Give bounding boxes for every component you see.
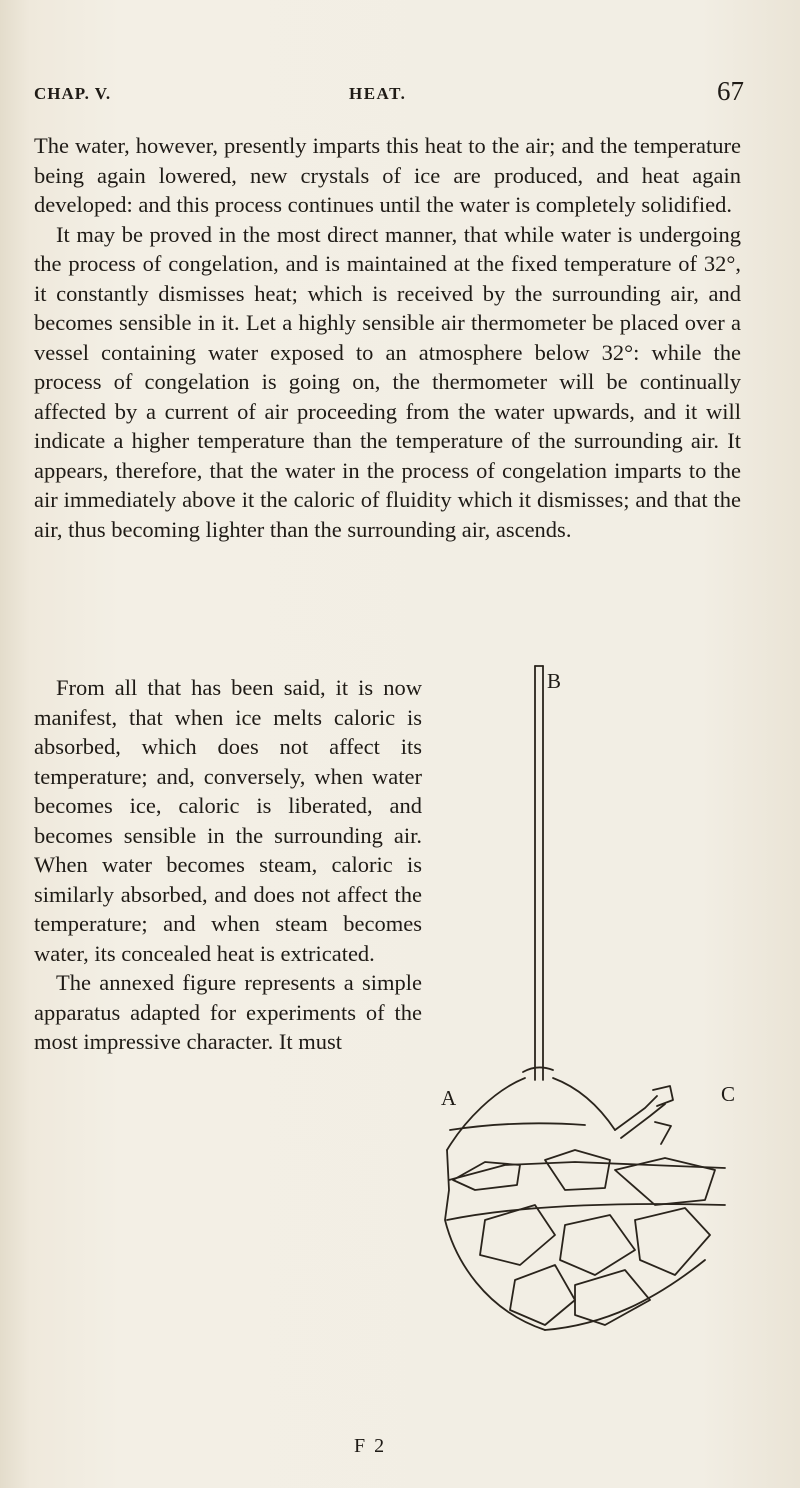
paragraph: The water, however, presently imparts this heat to the air; and the temperature being again lowered, new crystals of ice are produced, and heat again developed: and this process continues until the water is completely solidified.: [34, 133, 741, 217]
page-number: 67: [717, 76, 744, 106]
label-a: A: [441, 1086, 457, 1110]
paragraph: It may be proved in the most direct manner, that while water is undergoing the process of congelation, and is maintained at the fixed temperature of 32°, it constantly dismisses heat; which is received by the surrounding air, and becomes sensible in it. Let a highly sensible air thermometer be placed over a vessel containing water exposed to an atmosphere below 32°: while the process of congelation is going on, the thermometer will be continually affected by a current of air proceeding from the water upwards, and it will indicate a higher temperature than the temperature of the surrounding air. It appears, therefore, that the water in the process of congelation imparts to the air immediately above it the caloric of fluidity which it dismisses; and that the air, thus becoming lighter than the surrounding air, ascends.: [34, 221, 741, 542]
running-title: HEAT.: [349, 84, 407, 103]
main-text: [34, 131, 741, 544]
chapter-label: CHAP. V.: [34, 84, 112, 103]
apparatus-figure: [425, 660, 775, 1420]
column-text: [34, 673, 422, 1057]
paragraph: From all that has been said, it is now manifest, that when ice melts caloric is absorbed, which does not affect its temperature; and, conversely, when water becomes ice, caloric is liberated, and becomes sensible in the surrounding air. When water becomes steam, caloric is similarly absorbed, and does not affect the temperature; and when steam becomes water, its concealed heat is extricated.: [34, 675, 422, 966]
paragraph: The annexed figure represents a simple apparatus adapted for experiments of the most impressive character. It must: [34, 970, 422, 1054]
running-header: [34, 76, 744, 116]
signature-mark: F 2: [354, 1435, 387, 1457]
label-b: B: [547, 669, 562, 693]
label-c: C: [721, 1082, 736, 1106]
